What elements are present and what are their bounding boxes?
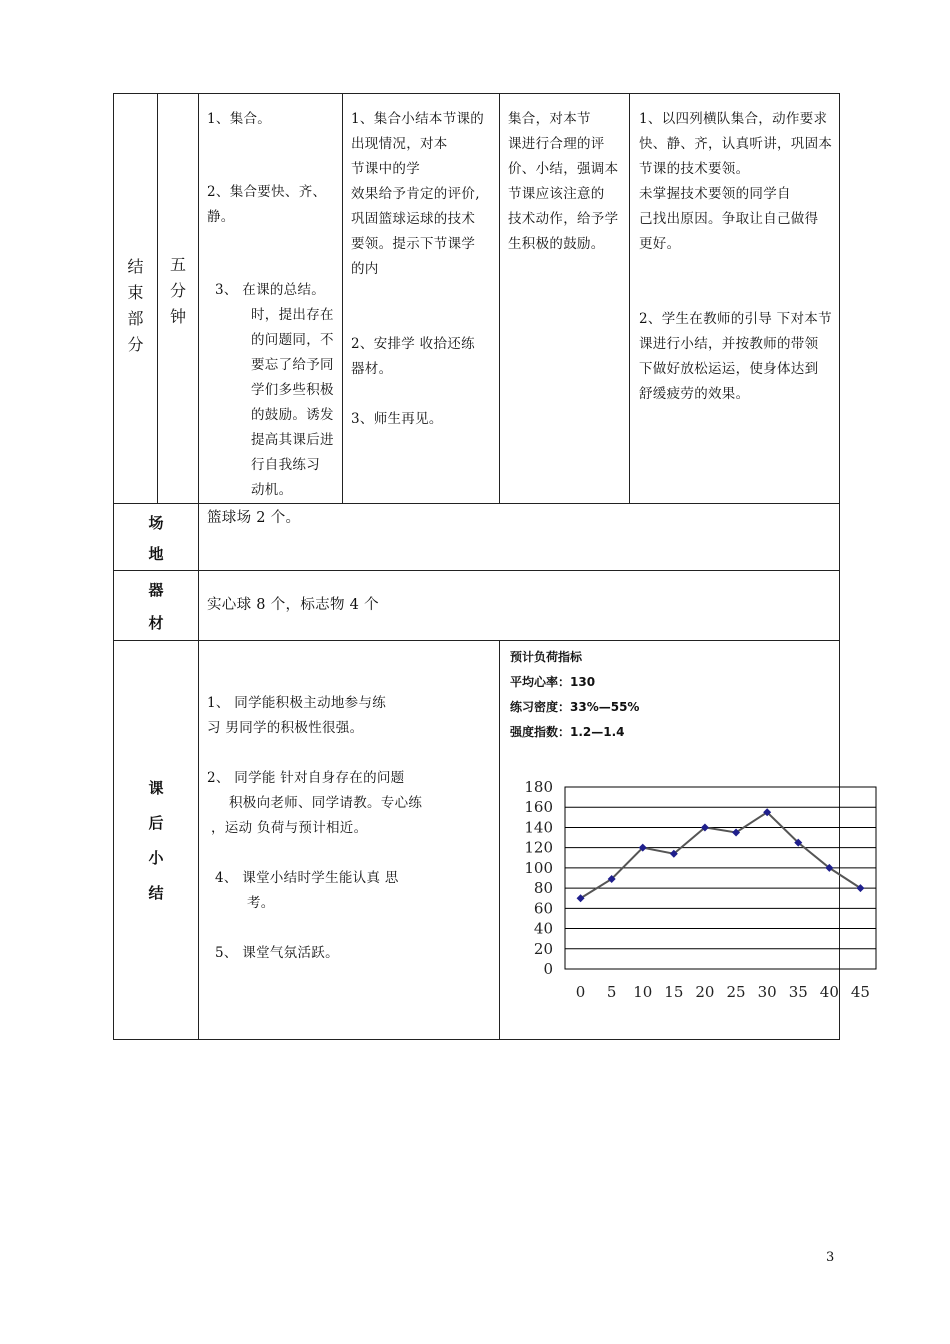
y-tick-label: 100 <box>524 858 553 877</box>
teacher-item: 器材。 <box>351 361 393 377</box>
end-section-label: 结 束 部 分 <box>114 94 158 504</box>
load-item: 平均心率：130 <box>510 675 596 689</box>
content-item: 1、集合。 <box>207 111 272 127</box>
end-organization-cell <box>630 94 840 504</box>
student-item: 课进行合理的评 <box>508 136 605 152</box>
x-tick-label: 25 <box>726 983 746 1001</box>
teacher-item: 的内 <box>351 261 379 277</box>
student-item: 集合，对本节 <box>508 111 591 127</box>
end-student-cell <box>500 94 630 504</box>
y-tick-label: 180 <box>524 778 553 796</box>
summary-item: 2、 同学能 针对自身存在的问题 <box>207 770 405 786</box>
summary-item: ，运动 负荷与预计相近。 <box>211 820 368 836</box>
teacher-item: 节课中的学 <box>351 161 420 177</box>
organization-item: 更好。 <box>639 236 681 252</box>
page-number: 3 <box>826 1250 835 1265</box>
x-tick-label: 45 <box>850 983 870 1001</box>
venue-label: 场 地 <box>114 504 199 571</box>
organization-item: 己找出原因。争取让自己做得 <box>639 211 819 227</box>
venue-cell <box>199 504 840 571</box>
equipment-text: 实心球 8 个，标志物 4 个 <box>207 597 379 613</box>
content-item: 的问题同，不 <box>251 332 334 348</box>
end-teacher-cell <box>343 94 500 504</box>
x-tick-label: 40 <box>819 983 839 1001</box>
venue-text: 篮球场 2 个。 <box>207 510 301 526</box>
organization-item: 未掌握技术要领的同学自 <box>639 186 791 202</box>
series-line <box>581 812 861 898</box>
equipment-label: 器 材 <box>114 571 199 641</box>
end-section-row <box>114 94 840 504</box>
teacher-item: 3、师生再见。 <box>351 411 443 427</box>
organization-item: 下做好放松运运，使身体达到 <box>639 361 819 377</box>
teacher-item: 2、安排学 收拾还练 <box>351 336 475 352</box>
equipment-cell <box>199 571 840 641</box>
organization-item: 节课的技术要领。 <box>639 161 750 177</box>
content-item: 要忘了给予同 <box>251 357 334 373</box>
y-tick-label: 80 <box>533 879 553 898</box>
content-item: 学们多些积极 <box>251 382 334 398</box>
x-tick-label: 10 <box>633 983 653 1001</box>
teacher-item: 1、集合小结本节课的 <box>351 111 485 127</box>
student-item: 价、小结，强调本 <box>508 161 619 177</box>
content-item: 行自我练习 <box>251 457 320 473</box>
summary-item: 4、 课堂小结时学生能认真 思 <box>215 870 399 886</box>
organization-item: 2、学生在教师的引导 下对本节 <box>639 311 832 327</box>
equipment-row <box>114 571 840 641</box>
summary-item: 1、 同学能积极主动地参与练 <box>207 695 387 711</box>
x-tick-label: 30 <box>757 983 777 1001</box>
summary-cell <box>199 641 500 1040</box>
content-item: 2、集合要快、齐、静。 <box>207 184 327 225</box>
y-tick-label: 140 <box>524 818 553 837</box>
x-tick-label: 20 <box>695 983 715 1001</box>
teacher-item: 要领。提示下节课学 <box>351 236 476 252</box>
y-tick-label: 60 <box>533 899 553 918</box>
y-tick-label: 0 <box>543 960 553 978</box>
x-tick-label: 35 <box>788 983 808 1001</box>
content-item: 提高其课后进 <box>251 432 334 448</box>
summary-item: 考。 <box>247 895 275 911</box>
x-tick-label: 0 <box>575 983 586 1001</box>
end-section-time: 五 分 钟 <box>158 94 199 504</box>
student-item: 节课应该注意的 <box>508 186 605 202</box>
teacher-item: 出现情况，对本 <box>351 136 448 152</box>
y-tick-label: 40 <box>533 919 553 938</box>
summary-row <box>114 641 840 1040</box>
y-tick-label: 20 <box>533 939 553 958</box>
content-item: 3、 在课的总结。 <box>215 282 326 298</box>
lesson-plan-table <box>113 93 870 1040</box>
summary-label: 课 后 小 结 <box>114 641 199 1040</box>
load-item: 强度指数：1.2—1.4 <box>510 725 625 739</box>
heart-rate-chart <box>500 773 900 1013</box>
organization-item: 快、静、齐，认真听讲，巩固本 <box>639 136 833 152</box>
student-item: 生积极的鼓励。 <box>508 236 605 252</box>
summary-item: 习 男同学的积极性很强。 <box>207 720 364 736</box>
summary-item: 5、 课堂气氛活跃。 <box>215 945 339 961</box>
teacher-item: 效果给予肯定的评价, <box>351 186 480 202</box>
venue-row <box>114 504 840 571</box>
y-tick-label: 160 <box>524 798 553 817</box>
summary-item: 积极向老师、同学请教。专心练 <box>229 795 423 811</box>
load-title: 预计负荷指标 <box>510 650 583 664</box>
content-item: 动机。 <box>251 482 293 498</box>
teacher-item: 巩固篮球运球的技术 <box>351 211 476 227</box>
x-tick-label: 5 <box>606 983 617 1001</box>
content-item: 时，提出存在 <box>251 307 334 323</box>
organization-item: 课进行小结，并按教师的带领 <box>639 336 819 352</box>
organization-item: 1、以四列横队集合，动作要求 <box>639 111 828 127</box>
content-item: 的鼓励。诱发 <box>251 407 334 423</box>
organization-item: 舒缓疲劳的效果。 <box>639 386 750 402</box>
load-item: 练习密度：33%—55% <box>510 700 640 714</box>
y-tick-label: 120 <box>524 838 553 857</box>
end-content-cell <box>199 94 343 504</box>
load-chart-cell <box>500 641 870 1040</box>
student-item: 技术动作，给予学 <box>508 211 619 227</box>
x-tick-label: 15 <box>664 983 684 1001</box>
